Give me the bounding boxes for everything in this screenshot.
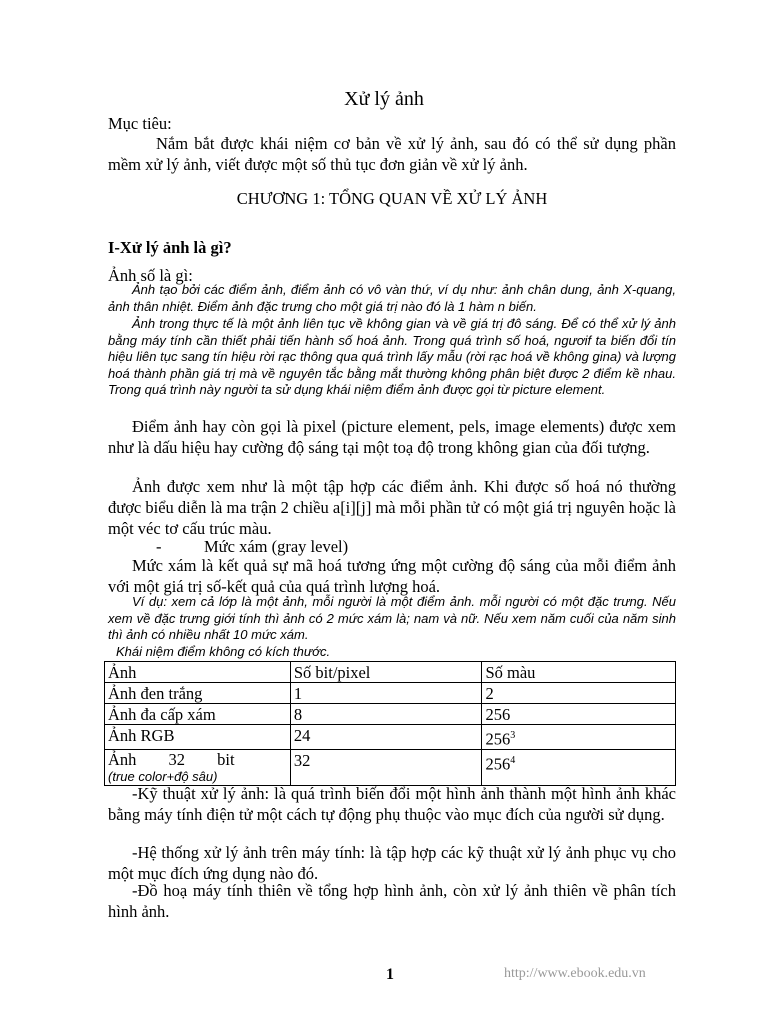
matrix-paragraph: Ảnh được xem như là một tập hợp các điểm ảnh. Khi được số hoá nó thường được biểu diễn là ma trận 2 chiều a[i][j] mà mỗi phần tử có một giá trị nguyên hoặc là một véc tơ cấu trúc màu. bbox=[108, 477, 676, 538]
technique-paragraph: -Kỹ thuật xử lý ảnh: là quá trình biến đổi một hình ảnh thành một hình ảnh khác bằng máy tính điện tử một cách tự động phụ thuộc vào mục đích của người sử dụng. bbox=[108, 784, 676, 824]
table-row bbox=[105, 725, 676, 750]
table-cell: 256 bbox=[482, 704, 676, 725]
table-row bbox=[105, 683, 676, 704]
table-cell: 24 bbox=[290, 725, 482, 750]
system-paragraph: -Hệ thống xử lý ảnh trên máy tính: là tập hợp các kỹ thuật xử lý ảnh phục vụ cho một mục đích ứng dụng nào đó. bbox=[108, 843, 676, 883]
table-row bbox=[105, 749, 676, 785]
exponent: 4 bbox=[510, 754, 516, 766]
italic-paragraph-2: Ảnh trong thực tế là một ảnh liên tục về không gian và về giá trị đô sáng. Để có thể xử lý ảnh bằng máy tính cần thiết phải tiến hành số hoá ảnh. Trong quá trình số hoá, ngươif ta biến đổi tín hiệu liên tục sang tín hiệu rời rạc thông qua quá trình lấy mẫu (rời rạc hoá về không gina) và lượng hoá thành phần giá trị mà về nguyên tắc bằng mắt thường không phân biệt được 2 điểm kề nhau. Trong quá trình này người ta sử dụng khái niệm điểm ảnh được gọi từ picture element. bbox=[108, 316, 676, 398]
table-header-row bbox=[105, 662, 676, 683]
cell-first-line bbox=[108, 751, 285, 768]
table-cell: 32 bbox=[290, 749, 482, 785]
table-header-cell: Số màu bbox=[482, 662, 676, 683]
italic-example: Ví dụ: xem cả lớp là một ảnh, mỗi người là một điểm ảnh. mỗi người có một đặc trưng. Nếu xem về đặc trưng giới tính thì ảnh có 2 mức xám là; nam và nữ. Nếu xem năm cuối của năm sinh thì ảnh có nhiều nhất 10 mức xám. bbox=[108, 594, 676, 643]
graphics-paragraph: -Đồ hoạ máy tính thiên về tổng hợp hình ảnh, còn xử lý ảnh thiên về phân tích hình ảnh. bbox=[108, 881, 676, 921]
color-count: 256 bbox=[485, 754, 511, 773]
table-header-cell: Ảnh bbox=[105, 662, 291, 683]
section-heading: I-Xử lý ảnh là gì? bbox=[108, 238, 232, 257]
footer-url[interactable]: http://www.ebook.edu.vn bbox=[504, 966, 646, 981]
gray-level-term: Mức xám (gray level) bbox=[204, 537, 349, 556]
digital-image-label: Ảnh số là gì: bbox=[108, 266, 193, 285]
table-cell: Ảnh đa cấp xám bbox=[105, 704, 291, 725]
page-title: Xử lý ảnh bbox=[344, 88, 424, 110]
cell-text: Ảnh 32 bit bbox=[108, 749, 235, 769]
table-cell: Ảnh đen trắng bbox=[105, 683, 291, 704]
objective-label: Mục tiêu: bbox=[108, 114, 172, 133]
table-row bbox=[105, 704, 676, 725]
color-count: 256 bbox=[485, 729, 511, 749]
italic-concept-note: Khái niệm điểm không có kích thước. bbox=[116, 644, 331, 659]
table-cell: 1 bbox=[290, 683, 482, 704]
gray-level-paragraph: Mức xám là kết quả sự mã hoá tương ứng một cường độ sáng của mỗi điểm ảnh với một giá trị số-kết quả của quá trình lượng hoá. bbox=[108, 556, 676, 596]
objective-text: Nắm bắt được khái niệm cơ bản về xử lý ảnh, sau đó có thể sử dụng phần mềm xử lý ảnh, viết được một số thủ tục đơn giản về xử lý ảnh. bbox=[108, 134, 676, 174]
pixel-paragraph: Điểm ảnh hay còn gọi là pixel (picture element, pels, image elements) được xem như là dấu hiệu hay cường độ sáng tại một toạ độ trong không gian của đối tượng. bbox=[108, 417, 676, 457]
table-cell: 2 bbox=[482, 683, 676, 704]
chapter-heading: CHƯƠNG 1: TỔNG QUAN VỀ XỬ LÝ ẢNH bbox=[236, 189, 548, 208]
page-number: 1 bbox=[386, 966, 394, 983]
bullet-dash: - bbox=[156, 537, 162, 556]
exponent: 3 bbox=[510, 730, 516, 741]
bit-depth-table bbox=[104, 661, 676, 786]
table-cell bbox=[482, 725, 676, 750]
table-header-cell: Số bit/pixel bbox=[290, 662, 482, 683]
cell-italic-note: (true color+độ sâu) bbox=[108, 768, 218, 784]
italic-paragraph-1: Ảnh tạo bởi các điểm ảnh, điểm ảnh có vô vàn thứ, ví dụ như: ảnh chân dung, ảnh X-quang, ảnh thân nhiệt. Điểm ảnh đặc trưng cho một giá trị nào đó là 1 hàm n biến. bbox=[108, 282, 676, 314]
table-cell bbox=[482, 749, 676, 785]
table-cell: Ảnh RGB bbox=[105, 725, 291, 750]
table-cell: 8 bbox=[290, 704, 482, 725]
table-cell bbox=[105, 749, 291, 785]
